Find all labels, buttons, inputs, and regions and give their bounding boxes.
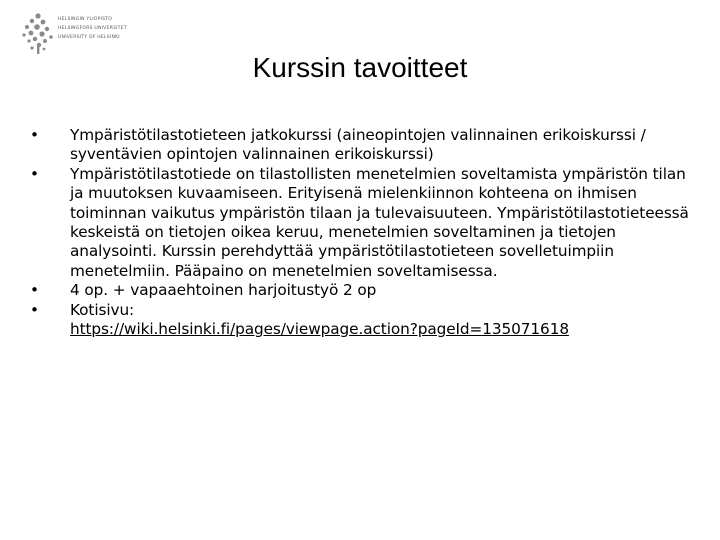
bullet-text: Kotisivu: bbox=[70, 300, 135, 319]
logo-line-swedish: HELSINGFORS UNIVERSITET bbox=[58, 26, 127, 32]
list-item bbox=[30, 281, 690, 300]
bullet-icon: • bbox=[30, 126, 39, 144]
list-item bbox=[30, 165, 690, 281]
list-item bbox=[30, 301, 690, 340]
logo-line-english: UNIVERSITY OF HELSINKI bbox=[58, 35, 120, 41]
university-logo bbox=[18, 12, 128, 54]
logo-line-finnish: HELSINGIN YLIOPISTO bbox=[58, 17, 113, 22]
bullet-list bbox=[30, 126, 690, 339]
bullet-icon: • bbox=[30, 164, 39, 183]
bullet-icon: • bbox=[30, 281, 39, 300]
list-item bbox=[30, 126, 690, 165]
logo-wordmark bbox=[58, 15, 130, 43]
university-tree-emblem-icon bbox=[18, 12, 58, 54]
bullet-text: Ympäristötilastotiede on tilastollisten menetelmien soveltamista ympäristön tilan ja muutoksen kuvaamiseen. Erityisenä mielenkiinnon kohteena on ihmisen toiminnan vaikutus ympäristön tilaan ja tulevaisuuteen. Ympäristötilastotieteessä keskeistä on tietojen oikea keruu, menetelmien soveltaminen ja tietojen analysointi. Kurssin perehdyttää ympäristötilastotieteen sovelletuimpiin menetelmiin. Pääpaino on menetelmien soveltamisessa. bbox=[70, 164, 689, 280]
slide-title: Kurssin tavoitteet bbox=[252, 52, 468, 83]
bullet-icon: • bbox=[30, 300, 39, 319]
bullet-text: 4 op. + vapaaehtoinen harjoitustyö 2 op bbox=[70, 281, 377, 300]
homepage-link[interactable]: https://wiki.helsinki.fi/pages/viewpage.action?pageId=135071618 bbox=[70, 320, 569, 339]
bullet-text: Ympäristötilastotieteen jatkokurssi (aineopintojen valinnainen erikoiskurssi / syventävien opintojen valinnainen erikoiskurssi) bbox=[70, 126, 646, 164]
